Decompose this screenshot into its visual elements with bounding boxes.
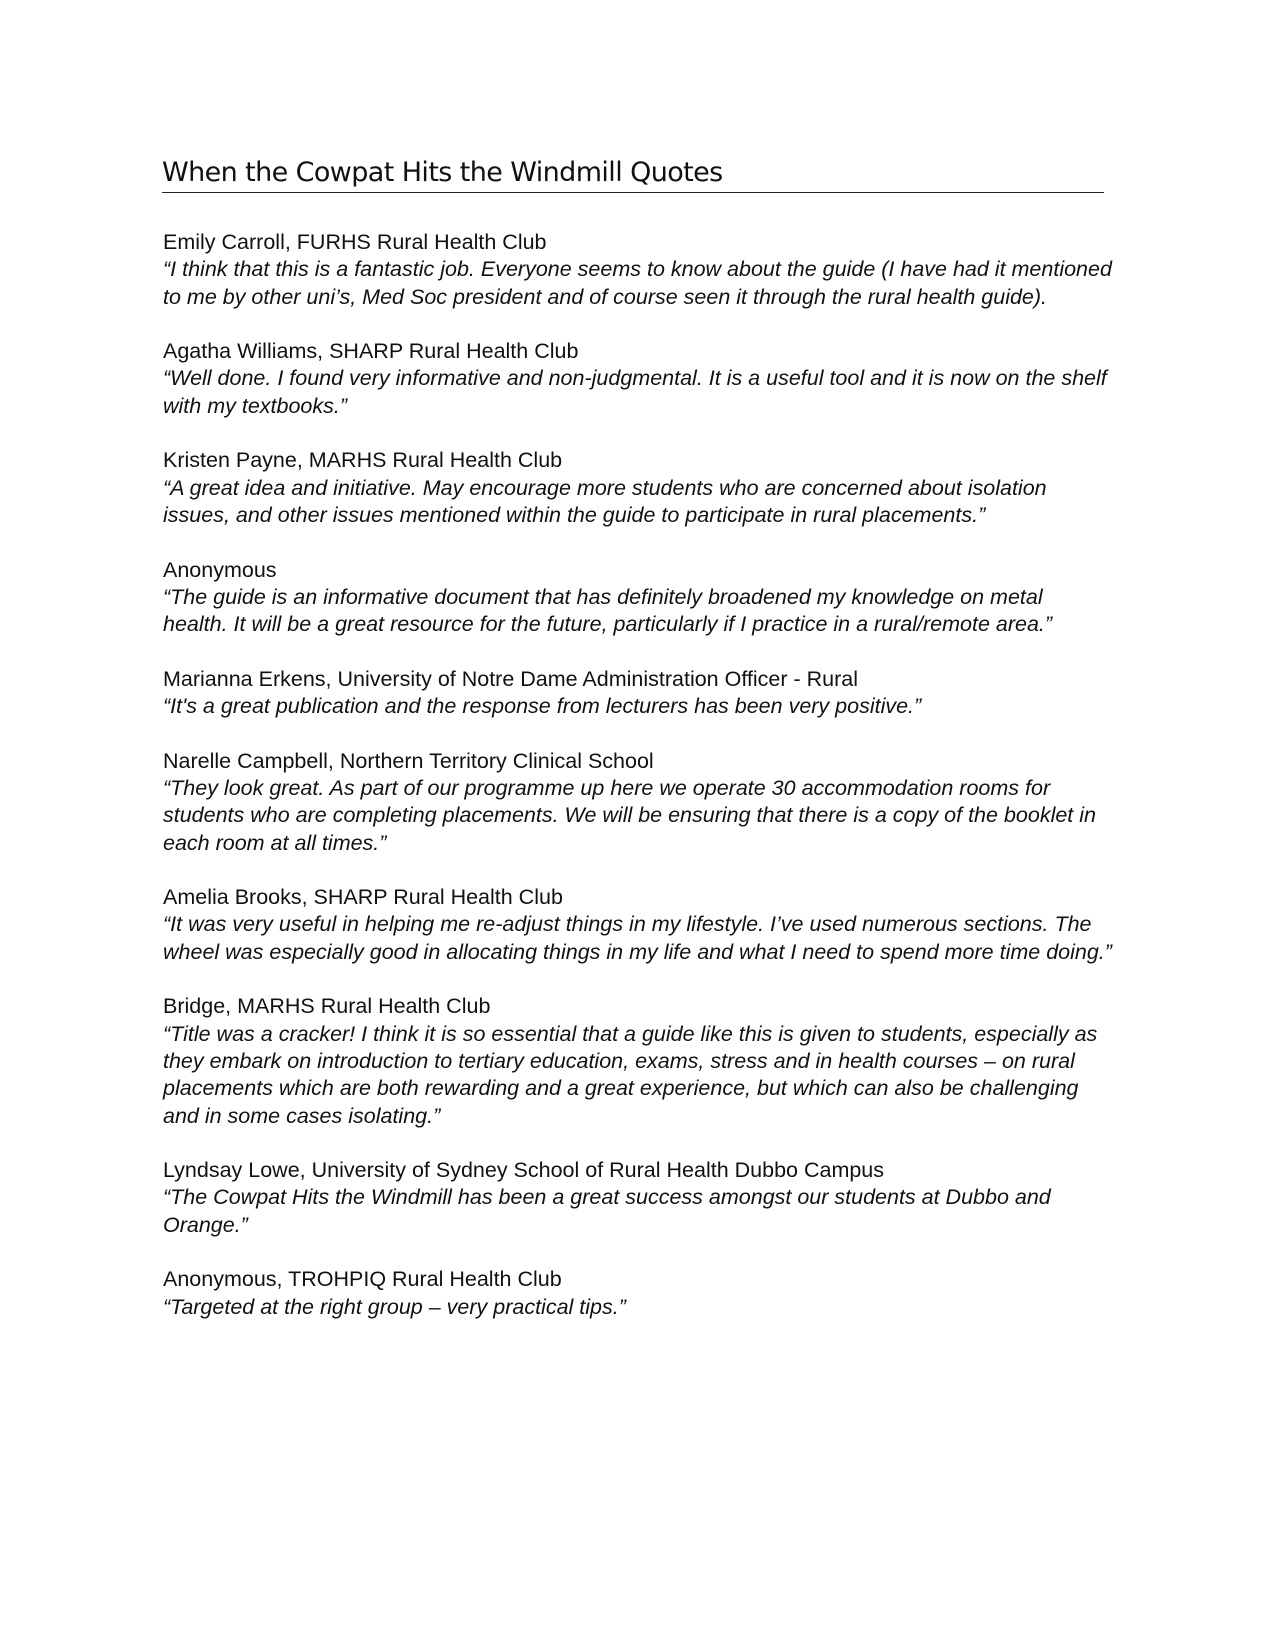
quote-author: Narelle Campbell, Northern Territory Clinical School (163, 748, 654, 773)
quote-entry (163, 557, 1113, 639)
quote-author: Emily Carroll, FURHS Rural Health Club (163, 230, 547, 254)
quote-author: Amelia Brooks, SHARP Rural Health Club (163, 885, 563, 910)
quote-text: “Title was a cracker! I think it is so essential that a guide like this is given to students, especially as they embark on introduction to tertiary education, exams, stress and in health courses – on rural placements which are both rewarding and a great experience, but which can also be challenging and in some cases isolating.” (163, 1021, 1098, 1128)
quote-text: “The guide is an informative document that has definitely broadened my knowledge on metal health. It will be a great resource for the future, particularly if I practice in a rural/remote area.” (163, 584, 1053, 637)
quote-list (163, 229, 1113, 1348)
quote-entry (163, 338, 1113, 420)
quote-author: Agatha Williams, SHARP Rural Health Club (163, 339, 579, 364)
quote-entry (163, 229, 1113, 311)
quote-author: Marianna Erkens, University of Notre Dame Administration Officer - Rural (163, 666, 859, 691)
quote-author: Anonymous, TROHPIQ Rural Health Club (163, 1267, 562, 1292)
quote-entry (163, 1157, 1113, 1239)
quote-entry (163, 447, 1113, 529)
quote-author: Lyndsay Lowe, University of Sydney School of Rural Health Dubbo Campus (163, 1158, 885, 1183)
quote-text: “A great idea and initiative. May encourage more students who are concerned about isolation issues, and other issues mentioned within the guide to participate in rural placements.” (163, 475, 1047, 527)
quote-text: “I think that this is a fantastic job. Everyone seems to know about the guide (I have had it mentioned to me by other uni’s, Med Soc president and of course seen it through the rural health guide). (163, 257, 1112, 309)
quote-entry (163, 748, 1113, 857)
quote-entry (163, 884, 1113, 966)
quote-text: “They look great. As part of our programme up here we operate 30 accommodation rooms for students who are completing placements. We will be ensuring that there is a copy of the booklet in each room at all times.” (163, 775, 1096, 855)
quote-entry (163, 993, 1113, 1129)
quote-text: “It's a great publication and the response from lecturers has been very positive.” (163, 694, 922, 719)
quote-text: “The Cowpat Hits the Windmill has been a great success amongst our students at Dubbo and Orange.” (163, 1185, 1051, 1237)
quote-text: “It was very useful in helping me re-adjust things in my lifestyle. I’ve used numerous sections. The wheel was especially good in allocating things in my life and what I need to spend more time doing.” (163, 912, 1112, 964)
quote-author: Bridge, MARHS Rural Health Club (163, 994, 491, 1019)
quote-author: Anonymous (163, 557, 277, 582)
quote-entry (163, 1266, 1113, 1321)
page-title: When the Cowpat Hits the Windmill Quotes (162, 156, 1104, 193)
quote-text: “Well done. I found very informative and non-judgmental. It is a useful tool and it is now on the shelf with my textbooks.” (163, 366, 1107, 418)
quote-author: Kristen Payne, MARHS Rural Health Club (163, 448, 563, 473)
quote-entry (163, 666, 1113, 721)
quote-text: “Targeted at the right group – very practical tips.” (163, 1294, 626, 1319)
